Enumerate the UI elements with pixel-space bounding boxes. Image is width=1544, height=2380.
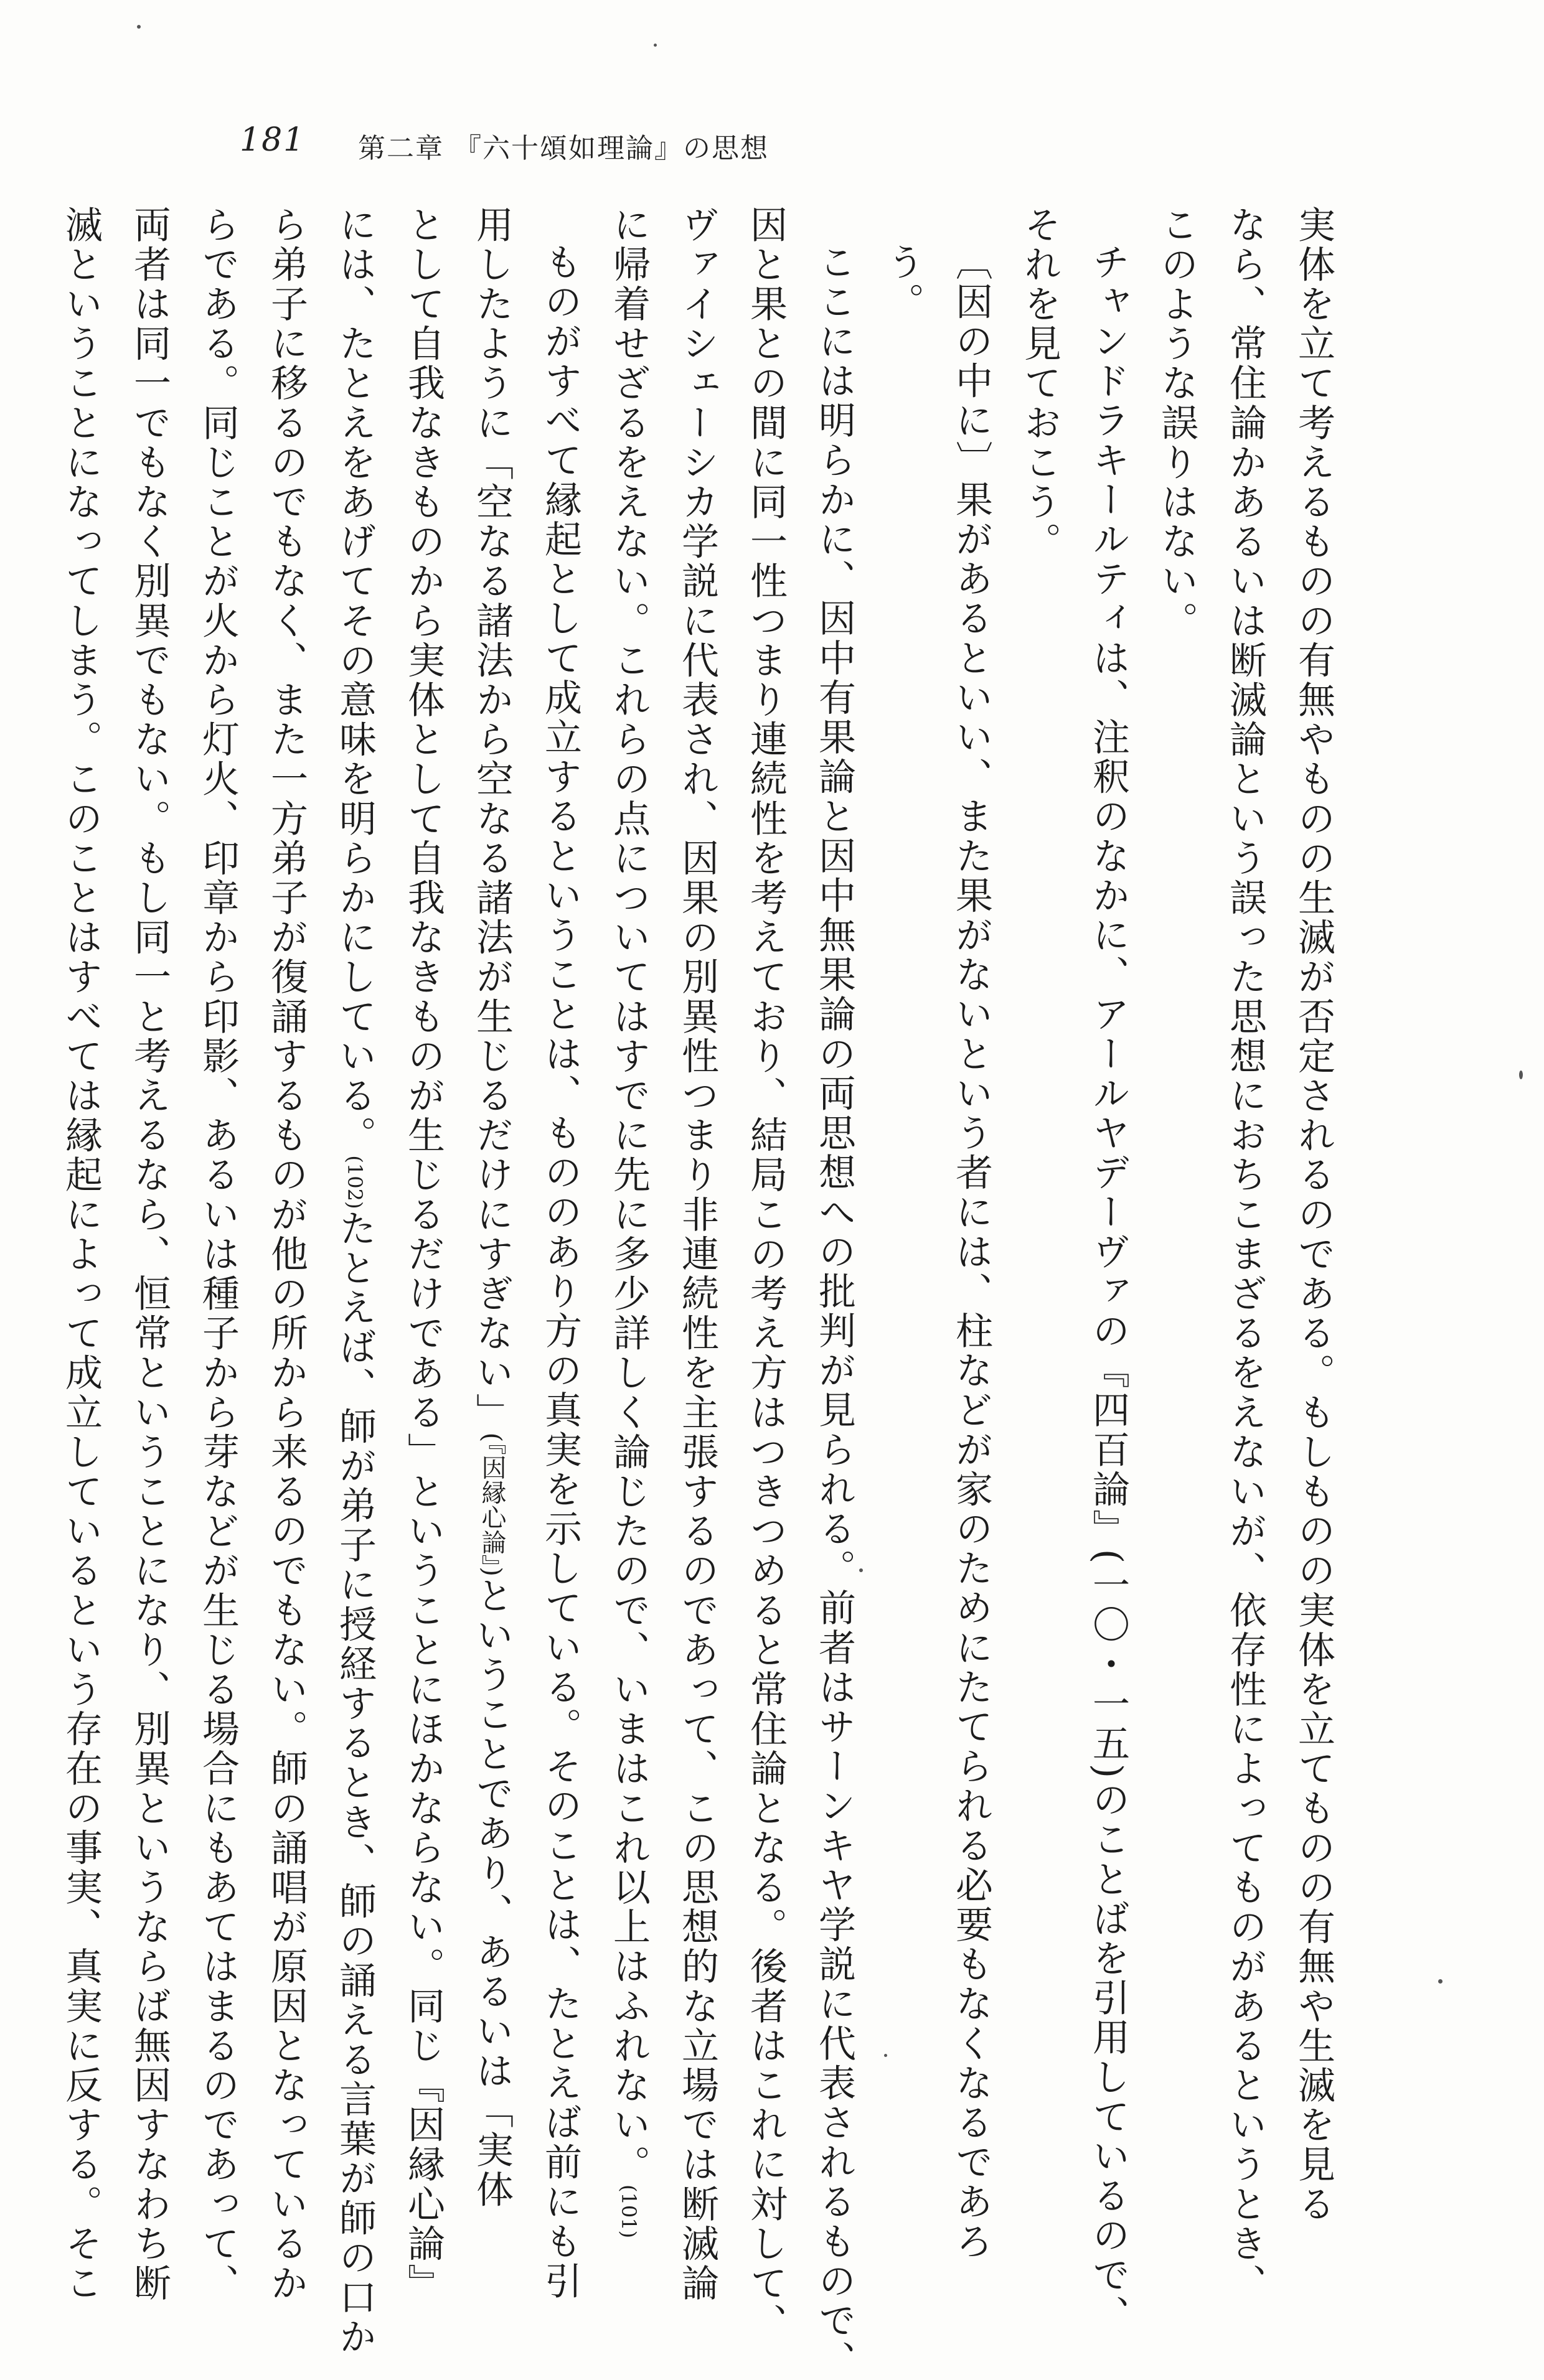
text-line: 滅ということになってしまう。このことはすべては縁起によって成立しているという存在の事実、真実に反する。そこ	[59, 205, 103, 2303]
text-line: 〔因の中に〕果があるといい、また果がないという者には、柱などが家のためにたてられる必要もなくなるであろ	[949, 243, 993, 2262]
body-text	[47, 205, 1348, 2380]
line-text: 用したように「空なる諸法から空なる諸法が生じるだけにすぎない」	[470, 205, 514, 1433]
line-text-tail: ということであり、あるいは「実体	[470, 1576, 514, 2210]
text-line	[458, 205, 526, 2210]
text-line: このような誤りはない。	[1155, 205, 1198, 641]
line-text-tail: たとえば、師が弟子に授経するとき、師の誦える言葉が師の口か	[333, 1209, 377, 2357]
text-line: らである。同じことが火から灯火、印章から印影、あるいは種子から芽などが生じる場合にもあてはまるのであって、	[196, 205, 240, 2303]
text-line: なら、常住論かあるいは断滅論という誤った思想におちこまざるをえないが、依存性によってものがあるというとき、	[1223, 205, 1267, 2303]
scan-speck	[654, 44, 657, 47]
text-line: ここには明らかに、因中有果論と因中無果論の両思想への批判が見られる。前者はサーンキヤ学説に代表されるもので、	[812, 243, 856, 2380]
text-line: それを見ておこう。	[1018, 205, 1062, 562]
page-number: 181	[240, 121, 306, 159]
text-line: う。	[881, 243, 925, 322]
scan-speck	[137, 25, 141, 29]
text-line: チャンドラキールティは、注釈のなかに、アールヤデーヴァの『四百論』(一〇・一五)のことばを引用しているので、	[1086, 243, 1130, 2335]
scan-speck	[1519, 1071, 1523, 1079]
citation-ref: (『因縁心論』)	[478, 1432, 506, 1577]
text-line: ものがすべて縁起として成立するということは、もののあり方の真実を示している。そのことは、たとえば前にも引	[539, 243, 582, 2302]
text-line: 両者は同一でもなく別異でもない。もし同一と考えるなら、恒常ということになり、別異というならば無因すなわち断	[128, 205, 171, 2303]
running-title: 第二章 『六十頌如理論』の思想	[358, 133, 769, 164]
scan-speck	[1438, 1979, 1443, 1984]
text-line	[595, 205, 663, 2239]
text-line: 実体を立て考えるものの有無やものの生滅が否定されるのである。もしものの実体を立てものの有無や生滅を見る	[1292, 205, 1335, 2224]
note-ref-102: (102)	[343, 1155, 367, 1209]
text-line: ヴァイシェーシカ学説に代表され、因果の別異性つまり非連続性を主張するのであって、この思想的な立場では断滅論	[676, 205, 719, 2303]
scan-speck	[859, 1568, 863, 1572]
text-line: ら弟子に移るのでもなく、また一方弟子が復誦するものが他の所から来るのでもない。師の誦唱が原因となっているか	[265, 205, 308, 2303]
scan-speck	[884, 2054, 887, 2057]
line-text: に帰着せざるをえない。これらの点についてはすでに先に多少詳しく論じたので、いまはこれ以上はふれない。	[607, 205, 651, 2185]
note-ref-101: (101)	[617, 2185, 641, 2239]
text-line: として自我なきものから実体として自我なきものが生じるだけである」ということにほかならない。同じ『因縁心論』	[402, 205, 445, 2303]
line-text: には、たとえをあげてその意味を明らかにしている。	[333, 205, 377, 1156]
text-line: 因と果との間に同一性つまり連続性を考えており、結局この考え方はつきつめると常住論となる。後者はこれに対して、	[744, 205, 788, 2343]
text-line	[321, 205, 389, 2357]
